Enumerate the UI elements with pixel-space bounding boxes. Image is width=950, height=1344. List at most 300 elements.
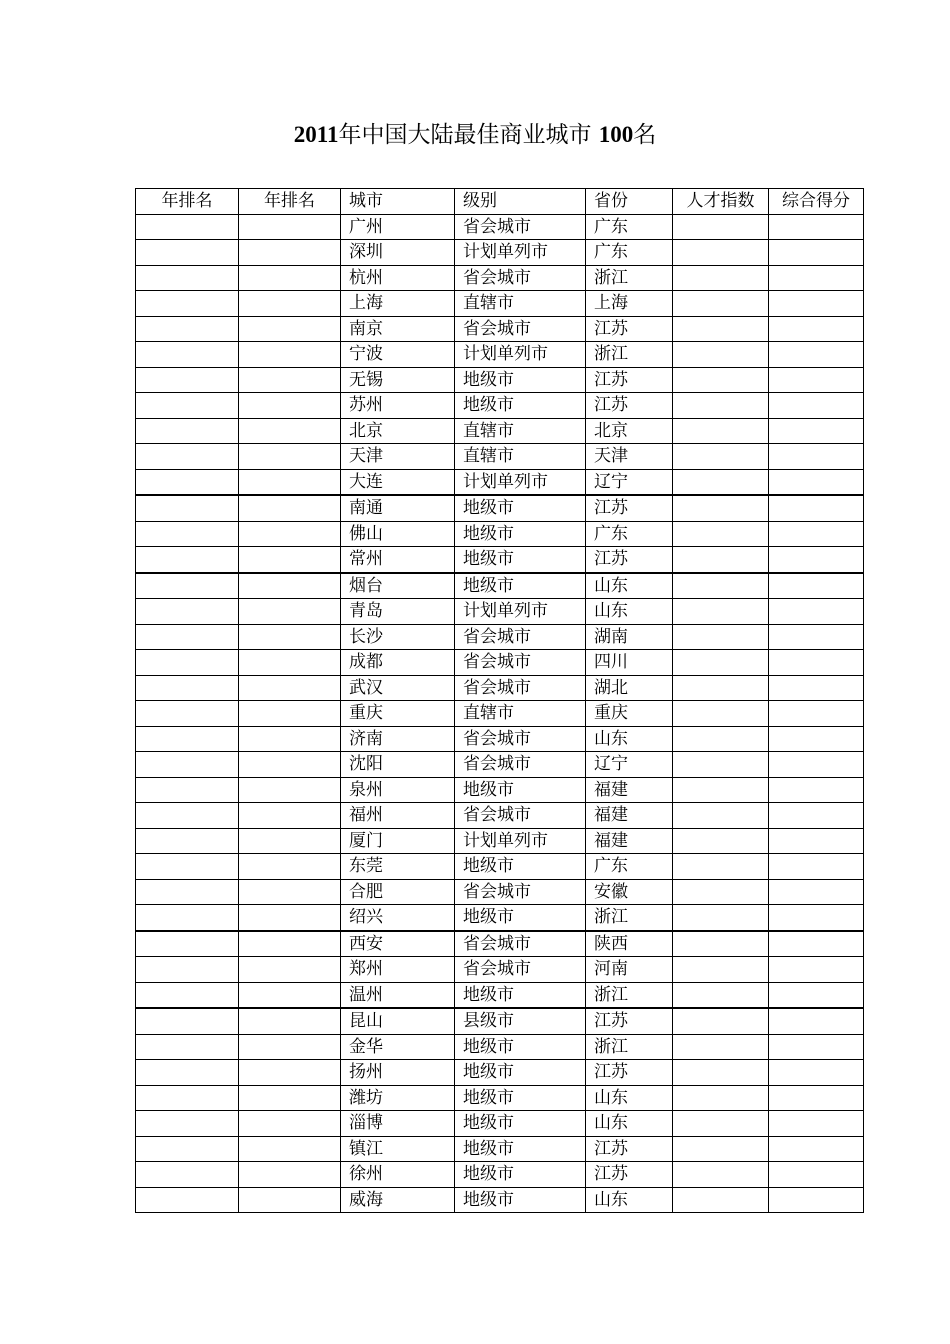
rank-b-cell (239, 393, 341, 419)
province-cell: 上海 (586, 291, 673, 317)
city-cell: 威海 (341, 1187, 455, 1213)
talent-index-cell (673, 573, 769, 599)
province-cell: 浙江 (586, 1034, 673, 1060)
rank-a-cell (136, 624, 239, 650)
talent-index-cell (673, 240, 769, 266)
rank-a-cell (136, 367, 239, 393)
title-text-b: 名 (633, 122, 657, 148)
province-cell: 辽宁 (586, 752, 673, 778)
talent-index-cell (673, 726, 769, 752)
table-row (136, 1111, 864, 1137)
rank-b-cell (239, 599, 341, 625)
province-cell: 山东 (586, 1085, 673, 1111)
level-cell: 计划单列市 (455, 469, 586, 495)
province-cell: 天津 (586, 444, 673, 470)
level-cell: 地级市 (455, 521, 586, 547)
city-cell: 沈阳 (341, 752, 455, 778)
rank-b-cell (239, 469, 341, 495)
total-score-cell (769, 675, 864, 701)
province-cell: 重庆 (586, 701, 673, 727)
talent-index-cell (673, 803, 769, 829)
rank-a-cell (136, 1187, 239, 1213)
rank-a-cell (136, 495, 239, 521)
level-cell: 地级市 (455, 982, 586, 1008)
table-row (136, 291, 864, 317)
total-score-cell (769, 931, 864, 957)
total-score-cell (769, 469, 864, 495)
table-row (136, 1187, 864, 1213)
talent-index-cell (673, 1187, 769, 1213)
province-cell: 江苏 (586, 1008, 673, 1034)
rank-b-cell (239, 752, 341, 778)
city-cell: 昆山 (341, 1008, 455, 1034)
talent-index-cell (673, 931, 769, 957)
table-row (136, 1162, 864, 1188)
province-cell: 安徽 (586, 879, 673, 905)
level-cell: 地级市 (455, 1034, 586, 1060)
province-cell: 广东 (586, 214, 673, 240)
talent-index-cell (673, 393, 769, 419)
city-cell: 南京 (341, 316, 455, 342)
table-row (136, 599, 864, 625)
city-cell: 杭州 (341, 265, 455, 291)
total-score-cell (769, 521, 864, 547)
total-score-cell (769, 982, 864, 1008)
total-score-cell (769, 1085, 864, 1111)
rank-a-cell (136, 1136, 239, 1162)
city-cell: 北京 (341, 418, 455, 444)
province-cell: 辽宁 (586, 469, 673, 495)
table-row (136, 957, 864, 983)
rank-b-cell (239, 879, 341, 905)
rank-b-cell (239, 367, 341, 393)
total-score-cell (769, 726, 864, 752)
total-score-cell (769, 265, 864, 291)
total-score-cell (769, 1008, 864, 1034)
city-cell: 上海 (341, 291, 455, 317)
city-cell: 金华 (341, 1034, 455, 1060)
rank-b-cell (239, 854, 341, 880)
city-cell: 济南 (341, 726, 455, 752)
province-cell: 北京 (586, 418, 673, 444)
rank-b-cell (239, 265, 341, 291)
rank-a-cell (136, 573, 239, 599)
total-score-cell (769, 1111, 864, 1137)
header-city: 城市 (341, 189, 455, 215)
province-cell: 江苏 (586, 1162, 673, 1188)
total-score-cell (769, 1060, 864, 1086)
talent-index-cell (673, 342, 769, 368)
talent-index-cell (673, 957, 769, 983)
province-cell: 江苏 (586, 367, 673, 393)
level-cell: 计划单列市 (455, 342, 586, 368)
province-cell: 河南 (586, 957, 673, 983)
rank-a-cell (136, 701, 239, 727)
level-cell: 地级市 (455, 547, 586, 573)
total-score-cell (769, 650, 864, 676)
rank-b-cell (239, 803, 341, 829)
city-cell: 天津 (341, 444, 455, 470)
talent-index-cell (673, 291, 769, 317)
level-cell: 省会城市 (455, 624, 586, 650)
table-row (136, 1136, 864, 1162)
city-cell: 合肥 (341, 879, 455, 905)
city-cell: 宁波 (341, 342, 455, 368)
total-score-cell (769, 1187, 864, 1213)
talent-index-cell (673, 982, 769, 1008)
city-cell: 潍坊 (341, 1085, 455, 1111)
level-cell: 地级市 (455, 905, 586, 931)
rank-b-cell (239, 291, 341, 317)
city-cell: 常州 (341, 547, 455, 573)
city-cell: 徐州 (341, 1162, 455, 1188)
talent-index-cell (673, 650, 769, 676)
talent-index-cell (673, 547, 769, 573)
city-cell: 武汉 (341, 675, 455, 701)
rank-a-cell (136, 803, 239, 829)
table-row (136, 982, 864, 1008)
rank-b-cell (239, 650, 341, 676)
rank-b-cell (239, 444, 341, 470)
rank-a-cell (136, 393, 239, 419)
total-score-cell (769, 1034, 864, 1060)
rank-b-cell (239, 214, 341, 240)
city-cell: 绍兴 (341, 905, 455, 931)
rank-b-cell (239, 573, 341, 599)
talent-index-cell (673, 624, 769, 650)
province-cell: 浙江 (586, 342, 673, 368)
rank-a-cell (136, 291, 239, 317)
table-row (136, 214, 864, 240)
table-row (136, 905, 864, 931)
rank-a-cell (136, 905, 239, 931)
province-cell: 浙江 (586, 982, 673, 1008)
talent-index-cell (673, 599, 769, 625)
city-cell: 西安 (341, 931, 455, 957)
talent-index-cell (673, 367, 769, 393)
level-cell: 地级市 (455, 1136, 586, 1162)
total-score-cell (769, 342, 864, 368)
table-row (136, 393, 864, 419)
table-row (136, 367, 864, 393)
level-cell: 省会城市 (455, 931, 586, 957)
rank-b-cell (239, 316, 341, 342)
rank-a-cell (136, 265, 239, 291)
rank-b-cell (239, 1111, 341, 1137)
level-cell: 直辖市 (455, 418, 586, 444)
talent-index-cell (673, 214, 769, 240)
province-cell: 四川 (586, 650, 673, 676)
city-cell: 泉州 (341, 777, 455, 803)
city-cell: 南通 (341, 495, 455, 521)
talent-index-cell (673, 316, 769, 342)
level-cell: 地级市 (455, 1085, 586, 1111)
rank-b-cell (239, 1085, 341, 1111)
total-score-cell (769, 418, 864, 444)
talent-index-cell (673, 418, 769, 444)
header-province: 省份 (586, 189, 673, 215)
level-cell: 省会城市 (455, 265, 586, 291)
city-ranking-table (135, 188, 864, 1213)
talent-index-cell (673, 1085, 769, 1111)
city-cell: 广州 (341, 214, 455, 240)
table-row (136, 1060, 864, 1086)
city-cell: 长沙 (341, 624, 455, 650)
city-cell: 镇江 (341, 1136, 455, 1162)
total-score-cell (769, 316, 864, 342)
rank-a-cell (136, 650, 239, 676)
rank-a-cell (136, 1162, 239, 1188)
total-score-cell (769, 291, 864, 317)
city-cell: 温州 (341, 982, 455, 1008)
rank-a-cell (136, 1034, 239, 1060)
province-cell: 江苏 (586, 1060, 673, 1086)
table-row (136, 495, 864, 521)
table-row (136, 316, 864, 342)
province-cell: 湖南 (586, 624, 673, 650)
level-cell: 地级市 (455, 495, 586, 521)
rank-b-cell (239, 624, 341, 650)
level-cell: 地级市 (455, 573, 586, 599)
city-cell: 烟台 (341, 573, 455, 599)
talent-index-cell (673, 469, 769, 495)
title-year: 2011 (293, 122, 339, 147)
rank-a-cell (136, 521, 239, 547)
header-level: 级别 (455, 189, 586, 215)
total-score-cell (769, 547, 864, 573)
rank-b-cell (239, 495, 341, 521)
province-cell: 福建 (586, 828, 673, 854)
table-row (136, 752, 864, 778)
province-cell: 江苏 (586, 547, 673, 573)
city-cell: 淄博 (341, 1111, 455, 1137)
level-cell: 地级市 (455, 854, 586, 880)
rank-a-cell (136, 675, 239, 701)
rank-a-cell (136, 854, 239, 880)
talent-index-cell (673, 1060, 769, 1086)
rank-a-cell (136, 931, 239, 957)
level-cell: 省会城市 (455, 650, 586, 676)
level-cell: 计划单列市 (455, 828, 586, 854)
province-cell: 山东 (586, 599, 673, 625)
table-row (136, 854, 864, 880)
rank-b-cell (239, 1187, 341, 1213)
level-cell: 省会城市 (455, 675, 586, 701)
level-cell: 地级市 (455, 1187, 586, 1213)
province-cell: 江苏 (586, 393, 673, 419)
table-row (136, 726, 864, 752)
table-row (136, 828, 864, 854)
talent-index-cell (673, 828, 769, 854)
table-row (136, 469, 864, 495)
total-score-cell (769, 957, 864, 983)
total-score-cell (769, 905, 864, 931)
city-cell: 大连 (341, 469, 455, 495)
level-cell: 地级市 (455, 1162, 586, 1188)
city-cell: 成都 (341, 650, 455, 676)
table-row (136, 650, 864, 676)
rank-b-cell (239, 1136, 341, 1162)
level-cell: 地级市 (455, 367, 586, 393)
rank-a-cell (136, 342, 239, 368)
rank-a-cell (136, 1085, 239, 1111)
province-cell: 广东 (586, 521, 673, 547)
rank-a-cell (136, 828, 239, 854)
table-row (136, 701, 864, 727)
rank-b-cell (239, 521, 341, 547)
table-row (136, 777, 864, 803)
level-cell: 直辖市 (455, 444, 586, 470)
total-score-cell (769, 573, 864, 599)
level-cell: 省会城市 (455, 957, 586, 983)
rank-b-cell (239, 1034, 341, 1060)
talent-index-cell (673, 879, 769, 905)
table-row (136, 1008, 864, 1034)
province-cell: 山东 (586, 573, 673, 599)
table-row (136, 342, 864, 368)
talent-index-cell (673, 854, 769, 880)
rank-a-cell (136, 547, 239, 573)
rank-a-cell (136, 444, 239, 470)
total-score-cell (769, 854, 864, 880)
city-cell: 重庆 (341, 701, 455, 727)
total-score-cell (769, 624, 864, 650)
rank-a-cell (136, 879, 239, 905)
talent-index-cell (673, 1034, 769, 1060)
rank-b-cell (239, 547, 341, 573)
total-score-cell (769, 752, 864, 778)
city-cell: 深圳 (341, 240, 455, 266)
rank-b-cell (239, 931, 341, 957)
city-cell: 东莞 (341, 854, 455, 880)
level-cell: 地级市 (455, 393, 586, 419)
rank-a-cell (136, 418, 239, 444)
province-cell: 福建 (586, 803, 673, 829)
header-rank-a: 年排名 (136, 189, 239, 215)
level-cell: 直辖市 (455, 291, 586, 317)
city-cell: 郑州 (341, 957, 455, 983)
level-cell: 计划单列市 (455, 240, 586, 266)
table-row (136, 240, 864, 266)
province-cell: 湖北 (586, 675, 673, 701)
total-score-cell (769, 367, 864, 393)
rank-b-cell (239, 982, 341, 1008)
rank-a-cell (136, 777, 239, 803)
level-cell: 地级市 (455, 777, 586, 803)
city-cell: 厦门 (341, 828, 455, 854)
province-cell: 广东 (586, 854, 673, 880)
header-row (136, 189, 864, 215)
talent-index-cell (673, 1162, 769, 1188)
talent-index-cell (673, 1136, 769, 1162)
talent-index-cell (673, 752, 769, 778)
level-cell: 省会城市 (455, 316, 586, 342)
total-score-cell (769, 393, 864, 419)
province-cell: 浙江 (586, 905, 673, 931)
city-cell: 福州 (341, 803, 455, 829)
total-score-cell (769, 1162, 864, 1188)
table-row (136, 624, 864, 650)
total-score-cell (769, 701, 864, 727)
rank-b-cell (239, 1060, 341, 1086)
title-number: 100 (598, 122, 634, 147)
rank-a-cell (136, 469, 239, 495)
rank-b-cell (239, 418, 341, 444)
rank-a-cell (136, 1008, 239, 1034)
city-cell: 青岛 (341, 599, 455, 625)
header-rank-b: 年排名 (239, 189, 341, 215)
rank-b-cell (239, 828, 341, 854)
level-cell: 地级市 (455, 1111, 586, 1137)
table-row (136, 879, 864, 905)
total-score-cell (769, 879, 864, 905)
rank-b-cell (239, 957, 341, 983)
level-cell: 省会城市 (455, 752, 586, 778)
table-row (136, 573, 864, 599)
total-score-cell (769, 599, 864, 625)
talent-index-cell (673, 521, 769, 547)
province-cell: 广东 (586, 240, 673, 266)
rank-a-cell (136, 1060, 239, 1086)
level-cell: 省会城市 (455, 726, 586, 752)
title-text-a: 年中国大陆最佳商业城市 (338, 122, 592, 148)
table-row (136, 1034, 864, 1060)
table-row (136, 803, 864, 829)
talent-index-cell (673, 1111, 769, 1137)
rank-a-cell (136, 214, 239, 240)
province-cell: 江苏 (586, 1136, 673, 1162)
total-score-cell (769, 214, 864, 240)
province-cell: 江苏 (586, 495, 673, 521)
level-cell: 直辖市 (455, 701, 586, 727)
rank-b-cell (239, 1162, 341, 1188)
level-cell: 县级市 (455, 1008, 586, 1034)
rank-a-cell (136, 1111, 239, 1137)
table-row (136, 265, 864, 291)
level-cell: 地级市 (455, 1060, 586, 1086)
city-cell: 佛山 (341, 521, 455, 547)
rank-b-cell (239, 905, 341, 931)
rank-a-cell (136, 240, 239, 266)
table-row (136, 444, 864, 470)
level-cell: 省会城市 (455, 879, 586, 905)
total-score-cell (769, 828, 864, 854)
rank-a-cell (136, 752, 239, 778)
page-title (0, 118, 950, 152)
province-cell: 陕西 (586, 931, 673, 957)
level-cell: 计划单列市 (455, 599, 586, 625)
table-row (136, 521, 864, 547)
province-cell: 山东 (586, 1111, 673, 1137)
talent-index-cell (673, 1008, 769, 1034)
table-row (136, 931, 864, 957)
city-cell: 苏州 (341, 393, 455, 419)
table-row (136, 1085, 864, 1111)
talent-index-cell (673, 265, 769, 291)
rank-b-cell (239, 1008, 341, 1034)
rank-b-cell (239, 675, 341, 701)
header-talent-index: 人才指数 (673, 189, 769, 215)
total-score-cell (769, 1136, 864, 1162)
province-cell: 浙江 (586, 265, 673, 291)
table-row (136, 418, 864, 444)
total-score-cell (769, 803, 864, 829)
rank-b-cell (239, 726, 341, 752)
total-score-cell (769, 444, 864, 470)
talent-index-cell (673, 495, 769, 521)
level-cell: 省会城市 (455, 214, 586, 240)
talent-index-cell (673, 701, 769, 727)
